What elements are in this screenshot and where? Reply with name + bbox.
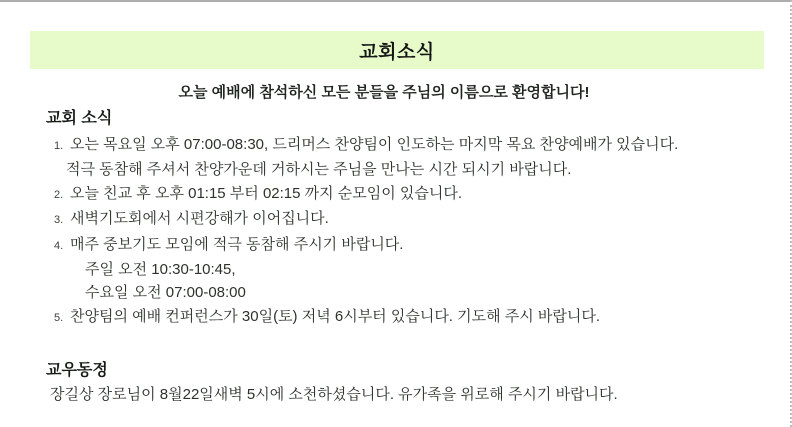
announcement-item-4 — [46, 233, 790, 258]
item-number: 1. — [54, 140, 64, 152]
announcement-item-2 — [46, 182, 790, 207]
top-divider — [0, 0, 790, 2]
item-text: 새벽기도회에서 시편강해가 이어집니다. — [70, 210, 329, 228]
section-heading-church-news: 교회 소식 — [46, 110, 113, 127]
section-church-news — [0, 110, 790, 330]
welcome-message: 오늘 예배에 참석하신 모든 분들을 주님의 이름으로 환영합니다! — [178, 84, 590, 101]
section-heading-member-news: 교우동정 — [46, 362, 108, 380]
item-text: 오는 목요일 오후 07:00-08:30, 드리머스 찬양팀이 인도하는 마지막 목요 찬양예배가 있습니다. — [70, 136, 679, 153]
announcement-item-4-schedule-wednesday: 수요일 오전 07:00-08:00 — [85, 284, 246, 302]
announcement-item-1 — [46, 133, 790, 158]
item-text: 매주 중보기도 모임에 적극 동참해 주시기 바랍니다. — [70, 235, 404, 253]
item-number: 2. — [54, 188, 64, 201]
item-text: 오늘 친교 후 오후 01:15 부터 02:15 까지 순모임이 있습니다. — [70, 184, 463, 202]
announcement-item-5 — [46, 305, 790, 330]
item-number: 3. — [54, 214, 64, 227]
section-member-news — [0, 362, 790, 403]
page-title-bar — [30, 31, 764, 69]
item-number: 4. — [54, 239, 64, 252]
page-title: 교회소식 — [359, 41, 435, 63]
item-text: 찬양팀의 예배 컨퍼런스가 30일(토) 저녁 6시부터 있습니다. 기도해 주시 바랍니다. — [70, 307, 601, 325]
announcement-item-3 — [46, 207, 790, 232]
member-news-text: 장길상 장로님이 8월22일새벽 5시에 소천하셨습니다. 유가족을 위로해 주시기 바랍니다. — [50, 386, 618, 404]
item-number: 5. — [54, 311, 64, 324]
announcement-item-4-schedule-sunday: 주일 오전 10:30-10:45, — [85, 261, 236, 279]
announcement-item-1-continuation: 적극 동참해 주셔서 찬양가운데 거하시는 주님을 만나는 시간 되시기 바랍니다. — [66, 161, 572, 179]
announcement-list — [46, 133, 790, 330]
